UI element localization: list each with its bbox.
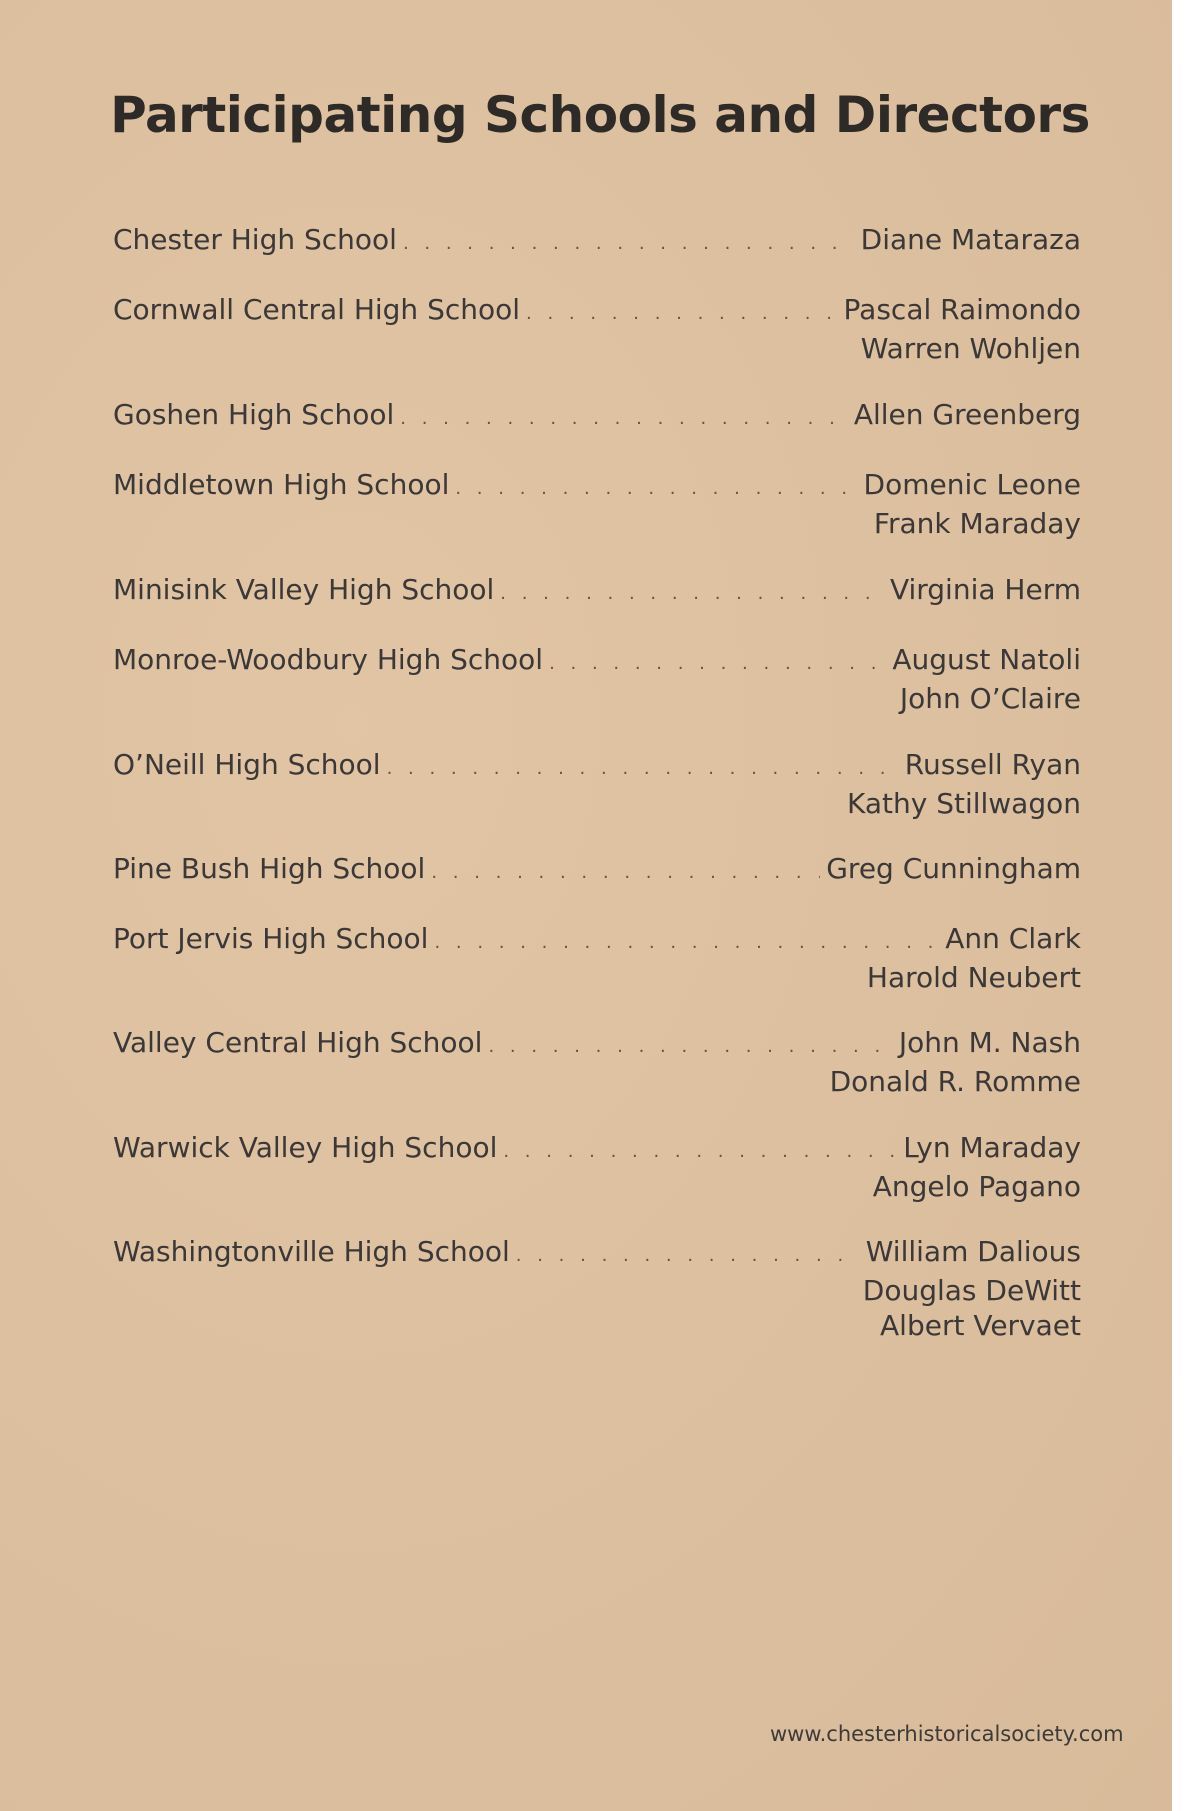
director-name: Douglas DeWitt	[862, 1274, 1081, 1307]
entry-goshen	[113, 397, 1081, 436]
director-name: Allen Greenberg	[853, 398, 1081, 431]
entry-minisink	[113, 572, 1081, 611]
entry-warwick-valley	[113, 1130, 1081, 1204]
director-name: Albert Vervaet	[880, 1309, 1081, 1342]
school-name: Goshen High School	[113, 398, 395, 431]
dot-leader	[434, 925, 939, 960]
director-name: Angelo Pagano	[872, 1170, 1081, 1203]
director-name: Greg Cunningham	[826, 852, 1081, 885]
entry-cornwall	[113, 292, 1081, 366]
dot-leader	[400, 401, 848, 436]
dot-leader	[488, 1029, 892, 1064]
entry-port-jervis	[113, 921, 1081, 995]
director-name: Frank Maraday	[873, 507, 1081, 540]
entry-valley-central	[113, 1025, 1081, 1099]
director-name: Donald R. Romme	[829, 1065, 1081, 1098]
school-name: Chester High School	[113, 223, 397, 256]
director-name: Virginia Herm	[889, 573, 1081, 606]
dot-leader	[431, 855, 820, 890]
school-name: Monroe-Woodbury High School	[113, 643, 544, 676]
school-name: O’Neill High School	[113, 748, 381, 781]
website-watermark: www.chesterhistoricalsociety.com	[770, 1722, 1124, 1746]
dot-leader	[387, 751, 899, 786]
dot-leader	[549, 646, 886, 681]
director-name: Domenic Leone	[863, 468, 1081, 501]
page-title: Participating Schools and Directors	[110, 86, 1090, 144]
director-name: Pascal Raimondo	[843, 293, 1081, 326]
dot-leader	[516, 1238, 860, 1273]
director-name: John O’Claire	[899, 682, 1081, 715]
director-name: Warren Wohljen	[860, 332, 1081, 365]
school-name: Middletown High School	[113, 468, 450, 501]
director-name: William Dalious	[865, 1235, 1081, 1268]
director-name: Russell Ryan	[904, 748, 1081, 781]
dot-leader	[455, 471, 857, 506]
dot-leader	[403, 226, 855, 261]
director-name: Ann Clark	[945, 922, 1081, 955]
school-name: Warwick Valley High School	[113, 1131, 498, 1164]
director-name: Diane Mataraza	[860, 223, 1081, 256]
director-name: Kathy Stillwagon	[846, 787, 1081, 820]
director-name: August Natoli	[892, 643, 1081, 676]
dot-leader	[526, 296, 838, 331]
entry-washingtonville	[113, 1234, 1081, 1343]
director-name: Harold Neubert	[866, 961, 1081, 994]
director-name: Lyn Maraday	[903, 1131, 1081, 1164]
dot-leader	[503, 1134, 897, 1169]
school-name: Port Jervis High School	[113, 922, 429, 955]
entry-pine-bush	[113, 851, 1081, 890]
school-name: Valley Central High School	[113, 1026, 483, 1059]
entry-monroe-woodbury	[113, 642, 1081, 716]
entry-oneill	[113, 747, 1081, 821]
entry-middletown	[113, 467, 1081, 541]
dot-leader	[500, 576, 884, 611]
entry-chester	[113, 222, 1081, 261]
school-name: Washingtonville High School	[113, 1235, 510, 1268]
director-name: John M. Nash	[898, 1026, 1081, 1059]
school-name: Minisink Valley High School	[113, 573, 495, 606]
school-name: Pine Bush High School	[113, 852, 426, 885]
school-name: Cornwall Central High School	[113, 293, 521, 326]
